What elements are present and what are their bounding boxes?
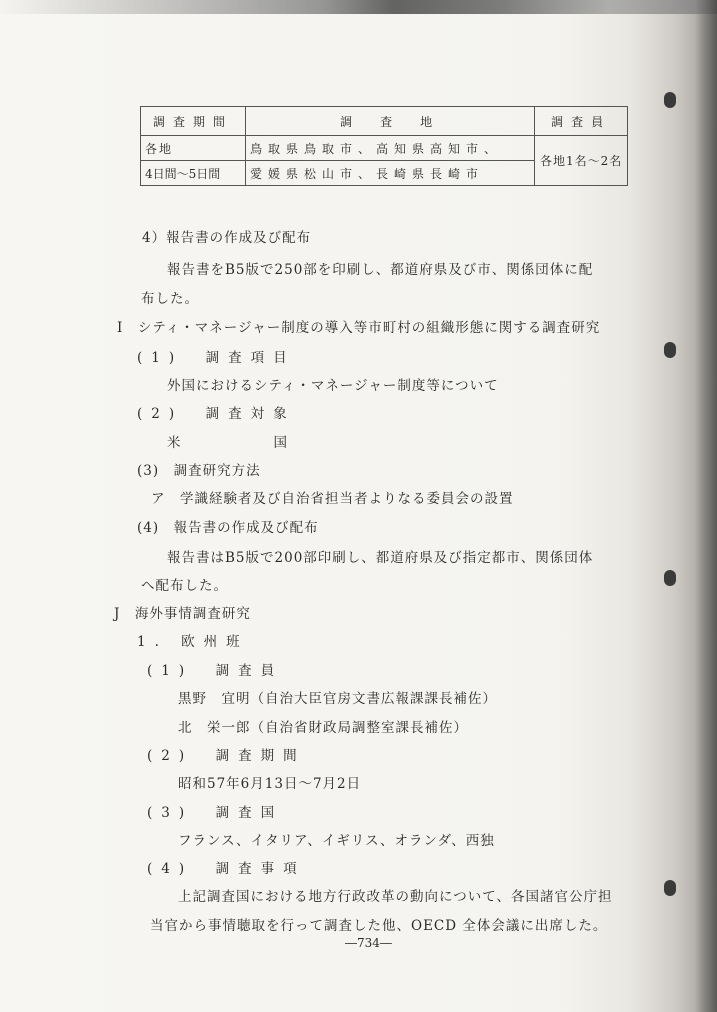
header-investigator: 調査員 — [535, 107, 628, 136]
book-spine-shadow — [695, 0, 717, 1012]
body-text: ア 学識経験者及び自治省担当者よりなる委員会の設置 — [151, 491, 514, 507]
survey-table — [140, 106, 628, 186]
subsection-heading: (2) 調査対象 — [137, 406, 296, 422]
period-cell-line1: 各地 — [141, 136, 246, 161]
header-location: 調 査 地 — [245, 107, 534, 136]
body-text: へ配布した。 — [141, 578, 228, 594]
body-text: 北 栄一郎（自治省財政局調整室課長補佐） — [178, 720, 468, 736]
period-cell-line2: 4日間～5日間 — [141, 161, 246, 186]
page-number: ―734― — [345, 936, 392, 950]
subsection-heading: (3) 調査研究方法 — [137, 463, 261, 479]
header-period: 調査期間 — [141, 107, 246, 136]
binding-ring — [664, 570, 676, 586]
subsection-heading: (4) 報告書の作成及び配布 — [137, 520, 319, 536]
section-heading: J 海外事情調査研究 — [114, 606, 251, 622]
scan-top-shadow — [0, 0, 717, 14]
subsection-heading: (4) 調査事項 — [147, 861, 306, 877]
body-text: 外国におけるシティ・マネージャー制度等について — [167, 378, 499, 394]
subsection-heading: (1) 調査員 — [147, 663, 284, 679]
location-cell-line2: 愛媛県松山市、長崎県長崎市 — [245, 161, 534, 186]
subsection-heading: (2) 調査期間 — [147, 748, 306, 764]
body-text: 上記調査国における地方行政改革の動向について、各国諸官公庁担 — [178, 889, 613, 905]
binding-ring — [664, 342, 676, 358]
body-text: 布した。 — [141, 291, 199, 307]
location-cell-line1: 鳥取県鳥取市、高知県高知市、 — [245, 136, 534, 161]
body-text: フランス、イタリア、イギリス、オランダ、西独 — [178, 833, 495, 849]
investigator-cell: 各地1名～2名 — [535, 136, 628, 186]
subsection-heading: 1. 欧州班 — [137, 634, 249, 650]
body-text: 米 国 — [167, 435, 309, 451]
section-heading: 4）報告書の作成及び配布 — [142, 230, 312, 246]
body-text: 報告書はB5版で200部印刷し、都道府県及び指定都市、関係団体 — [167, 550, 594, 566]
body-text: 黒野 宜明（自治大臣官房文書広報課課長補佐） — [178, 691, 497, 707]
binding-ring — [664, 92, 676, 108]
subsection-heading: (3) 調査国 — [147, 805, 284, 821]
body-text: 当官から事情聴取を行って調査した他、OECD 全体会議に出席した。 — [150, 918, 608, 934]
body-text: 昭和57年6月13日～7月2日 — [178, 776, 362, 792]
body-text: 報告書をB5版で250部を印刷し、都道府県及び市、関係団体に配 — [167, 262, 594, 278]
section-heading: I シティ・マネージャー制度の導入等市町村の組織形態に関する調査研究 — [117, 320, 601, 336]
subsection-heading: (1) 調査項目 — [137, 350, 296, 366]
binding-ring — [664, 880, 676, 896]
